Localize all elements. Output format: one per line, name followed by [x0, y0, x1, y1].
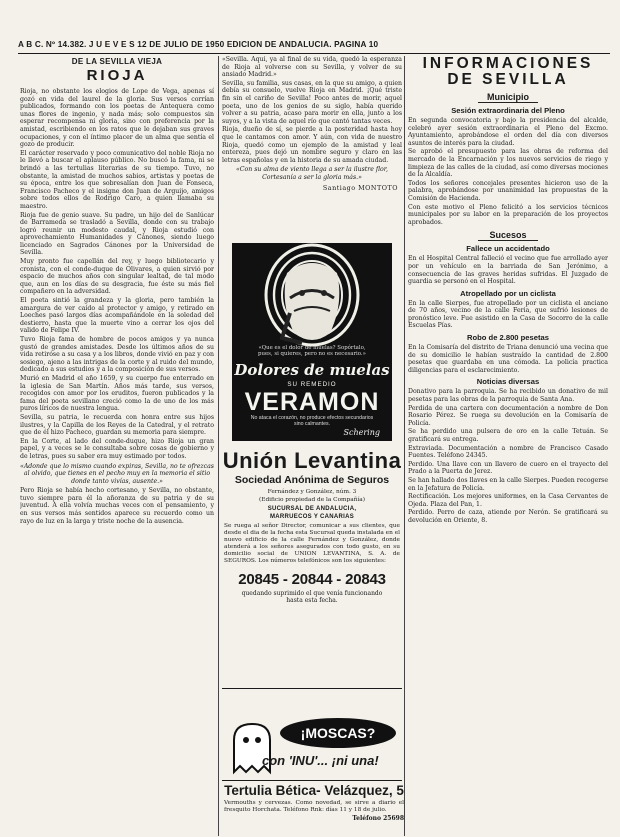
ad-remedy-label: SU REMEDIO — [287, 381, 337, 388]
notice-item: Perdida de una cartera con documentación a nombre de Don Rosario Pérez. Se ruega su devolución en la Comisaría de Policía. — [408, 404, 608, 427]
paragraph: En la Comisaría del distrito de Triana denunció una vecina que de su domicilio le habían sustraído la cantidad de 2.800 pesetas que guardaba en una cómoda. La policía practica diligencias para el esclarecimiento. — [408, 344, 608, 374]
ad-tertulia-betica — [222, 783, 406, 831]
notice-item: Extraviada. Documentación a nombre de Francisco Casado Fuentes. Teléfono 24345. — [408, 444, 608, 460]
ad-branch-line: SUCURSAL DE ANDALUCIA, — [267, 506, 357, 512]
ad-union-levantina — [222, 448, 402, 684]
masthead: A B C. Nº 14.382. J U E V E S 12 DE JULIO DE 1950 EDICION DE ANDALUCIA. PAGINA 10 — [18, 40, 379, 49]
paragraph: Murió en Madrid el año 1659, y su cuerpo fue enterrado en la iglesia de San Martín. Años más tarde, sus versos, recogidos con amor por los eruditos, fueron publicados y la fama del poeta sevillano creció como la de uno de los más puros líricos de nuestra lengua. — [20, 374, 214, 413]
ad-subtitle: Sociedad Anónima de Seguros — [234, 474, 390, 486]
ad-address-note: (Edificio propiedad de la Compañía) — [258, 497, 366, 503]
article-continuation — [222, 56, 402, 238]
column-divider-left — [218, 56, 219, 836]
paragraph: Pero Rioja se había hecho cortesano, y Sevilla, no obstante, tuvo siempre para él la añoranza de su patria y de su juventud. A ella volvía muchas veces con el pensamiento, y en sus versos más sentidos aparece su recuerdo como un rayo de luz en la larga y triste noche de la ausencia. — [20, 487, 214, 525]
paragraph: En la Corte, al lado del conde-duque, hizo Rioja un gran papel, y a veces se le consultaba sobre cosas de gobierno y de letras, pues su saber era muy estimado por todos. — [20, 437, 214, 460]
paragraph: En la calle Sierpes, fue atropellado por un ciclista el anciano de 70 años, vecino de la calle Feria, que sufrió lesiones de pronóstico leve. Fue asistido en la Casa de Socorro de la calle Escuelas Pías. — [408, 299, 608, 330]
paragraph: Todos los señores concejales presentes hicieron uso de la palabra, aprobándose por unanimidad las propuestas de la Comisión de Hacienda. — [408, 179, 608, 202]
ad-title: Tertulia Bética- Velázquez, 5 — [224, 783, 404, 798]
ad-title: Unión Levantina — [222, 448, 402, 473]
ad-veramon — [232, 243, 392, 441]
ad-maker-logo: Schering — [343, 428, 380, 437]
section-subhead: Municipio — [478, 92, 538, 103]
ad-body: Vermouths y cervezas. Como novedad, se sirve a diario el fresquito Horchata. Teléfono Rnk: días 11 y 18 de julio. — [224, 800, 404, 813]
paragraph: Sevilla, su patria, le recuerda con honra entre sus hijos ilustres, y la Capilla de los Reyes de la Catedral, y el retrato que de él hizo Pacheco, guardan su memoria para siempre. — [20, 413, 214, 437]
notice-item: Se ha perdido una pulsera de oro en la calle Tetuán. Se gratificará su entrega. — [408, 428, 608, 443]
ad-phone-numbers: 20845 - 20844 - 20843 — [238, 571, 386, 588]
paragraph: Rioja, dueño de sí, se pierde a la posteridad hasta hoy que le cantamos con amor. Y aún, con vida de nuestro Rioja, quedó como un ejemplo de la amistad y leal entereza, pues dejó un nombre seguro y claro en las letras españolas y en la historia de su amada ciudad. — [222, 126, 402, 164]
author-signature: Santiago MONTOTO — [322, 183, 398, 192]
story-headline: Noticias diversas — [476, 377, 540, 387]
paragraph: «Sevilla. Aquí, ya al final de su vida, quedó la esperanza de Rioja al volverse con su Sevilla, y volver de su ansiado Madrid.» — [222, 56, 402, 79]
notice-item: Se han hallado dos llaves en la calle Sierpes. Pueden recogerse en la Jefatura de Policía. — [408, 476, 608, 492]
quoted-verse: «Con su alma de viento llega a ser la ilustre flor, Cortesanía a ser la gloria más.» — [236, 166, 388, 181]
story-headline: Sesión extraordinaria del Pleno — [451, 106, 565, 115]
paragraph: En el Hospital Central falleció el vecino que fue arrollado ayer por un vehículo en la barriada de San Jerónimo, a consecuencia de las graves heridas sufridas. El Juzgado de guardia se personó en el Hospital. — [408, 255, 608, 286]
paragraph: El carácter reservado y poco comunicativo del noble Rioja no le llevó a buscar el aplauso público. No buscó la fama, ni se brindó a las tertulias literarias de su tiempo. Tuvo, no obstante, la amistad de muchos sabios, artistas y poetas de su época, entre los que sobresalían don Juan de Fonseca, Francisco Pacheco y el insigne don Juan de Arguijo, amigos sobre todos ellos de Rodrigo Caro, a quien llamaba su maestro. — [20, 149, 214, 210]
ad-branch-line: MARRUECOS Y CANARIAS — [269, 514, 355, 520]
ad-rule — [222, 780, 402, 781]
paragraph: Sevilla, su familia, sus casas, en la que su amigo, a quien debía su consuelo, vuelve Rioja en Madrid. ¡Qué triste fin sin el cariño de Sevilla! Poco antes de morir, aquel poeta, uno de los genios de su siglo, había querido volver a su patria, acaso para morir en ella, junto a los suyos, y a la vista de aquel río que cantó tantas veces. — [222, 79, 402, 125]
ad-moscas — [222, 718, 398, 778]
ad-slogan: con 'INU'... ¡ni una! — [262, 753, 379, 768]
ad-phone: Teléfono 25698 — [352, 815, 404, 822]
ad-fineprint: No ataca el corazón, no produce efectos secundarios sino calmantes. — [250, 415, 374, 427]
article-title: RIOJA — [86, 67, 148, 84]
notice-item: Donativo para la parroquia. Se ha recibido un donativo de mil pesetas para las obras de la parroquia de Santa Ana. — [408, 388, 608, 404]
paragraph: Rioja fue de genio suave. Su padre, un hijo del de Sanlúcar de Barrameda se trasladó a Sevilla, donde con su trabajo logró reunir un modesto caudal, y Rioja estudió con aprovechamiento Humanidades y Cánones, siendo luego licenciado en Sagrados Cánones por la Universidad de Sevilla. — [20, 211, 214, 257]
section-title: DE SEVILLA — [447, 71, 569, 88]
story-headline: Fallece un accidentado — [466, 244, 550, 254]
paragraph: En segunda convocatoria y bajo la presidencia del alcalde, celebró ayer sesión extraordinaria el Pleno del Excmo. Ayuntamiento, aprobándose el orden del día con diversos asuntos de interés para la ciudad. — [408, 117, 608, 147]
ad-tagline: «Que es el dolor de muelas? Sopórtalo, pues, si quieres, pero no es necesario.» — [258, 345, 366, 358]
notice-item: Rectificación. Los mejores uniformes, en la Casa Cervantes de Ojeda. Plaza del Pan, 1. — [408, 493, 608, 508]
ad-brand: VERAMON — [244, 388, 380, 416]
ad-body: Se ruega al señor Director, comunicar a sus clientes, que desde el dia de la fecha esta Sucursal queda instalada en el nuevo edificio de la calle Fernández y González, donde atenderá a los señores asegurados con todo gusto, en su domicilio social de UNION LEVANTINA, S. A. de SEGUROS. Los números telefónicos son los siguientes: — [224, 523, 400, 564]
ad-footer: hasta esta fecha. — [286, 597, 338, 605]
column-divider-right — [404, 56, 405, 836]
article-rioja — [20, 56, 214, 834]
ad-address: Fernández y González, núm. 3 — [267, 489, 357, 495]
paragraph: El poeta sintió la grandeza y la gloria, pero también la amargura de ver caído al protector y amigo, y retirado en Loeches pasó largos días acompañándole en la soledad del destierro, hasta que la muerte vino a cerrar los ojos del valido de Felipe IV. — [20, 297, 214, 335]
notice-item: Perdido. Perro de caza, atiende por Nerón. Se gratificará su devolución en Oriente, 8. — [408, 509, 608, 524]
story-headline: Robo de 2.800 pesetas — [467, 333, 549, 343]
informaciones-de-sevilla — [408, 56, 608, 834]
paragraph: Muy pronto fue capellán del rey, y luego bibliotecario y cronista, con el conde-duque de Olivares, a quien sirvió por espacio de muchos años con singular lealtad, de tal modo que, aun en los días de su desgracia, fue éste su más fiel compañero en la adversidad. — [20, 258, 214, 296]
paragraph: Rioja, no obstante los elogios de Lope de Vega, apenas sí gozó en vida del laurel de la gloria. Sus versos corrían publicados, formando con los poetas de Antequera como unas flores de ingenio, y nada más; solo compuestos sin esperar recompensa ni gloria, sino con preferencia por la amistad, escribiendo en los ratos que le dejaban sus graves ocupaciones, y con el íntimo placer de un alma que sentía el gozo de producir. — [20, 88, 214, 149]
notice-item: Perdido. Una llave con un llavero de cuero en el trayecto del Prado a la Puerta de Jerez. — [408, 460, 608, 476]
masthead-rule — [18, 53, 610, 54]
ad-footer: quedando suprimido el que venía funcionando — [241, 590, 383, 597]
ad-rule — [222, 688, 402, 689]
section-subhead: Sucesos — [478, 230, 538, 241]
paragraph: Tuvo Rioja fama de hombre de pocos amigos y ya nunca gustó de grandes amistades. Desde los últimos años de su vida retiróse a su casa y a los libros, donde vivió en paz y con sosiego, ajeno a las intrigas de la corte y al ruido del mundo, dedicado a sus estudios y a la composición de sus versos. — [20, 336, 214, 374]
article-kicker: DE LA SEVILLA VIEJA — [71, 57, 163, 66]
paragraph: Se aprobó el presupuesto para las obras de reforma del mercado de la Encarnación y los nuevos servicios de riego y limpieza de las calles de la ciudad, así como diversas mociones de la Alcaldía. — [408, 148, 608, 179]
ad-headline: Dolores de muelas — [234, 361, 390, 379]
paragraph: Con este motivo el Pleno felicitó a los servicios técnicos municipales por su labor en la preparación de los proyectos aprobados. — [408, 203, 608, 226]
section-title: INFORMACIONES — [422, 56, 594, 72]
quoted-verse: «Adonde que lo mismo cuando expiras, Sevilla, no te ofrezcas al olvido, que tienes en el pecho muy en la memoria el sitio donde tanto vivías, ausente.» — [20, 462, 214, 485]
story-headline: Atropellado por un ciclista — [460, 288, 556, 298]
speech-bubble: ¡MOSCAS? — [280, 718, 396, 748]
